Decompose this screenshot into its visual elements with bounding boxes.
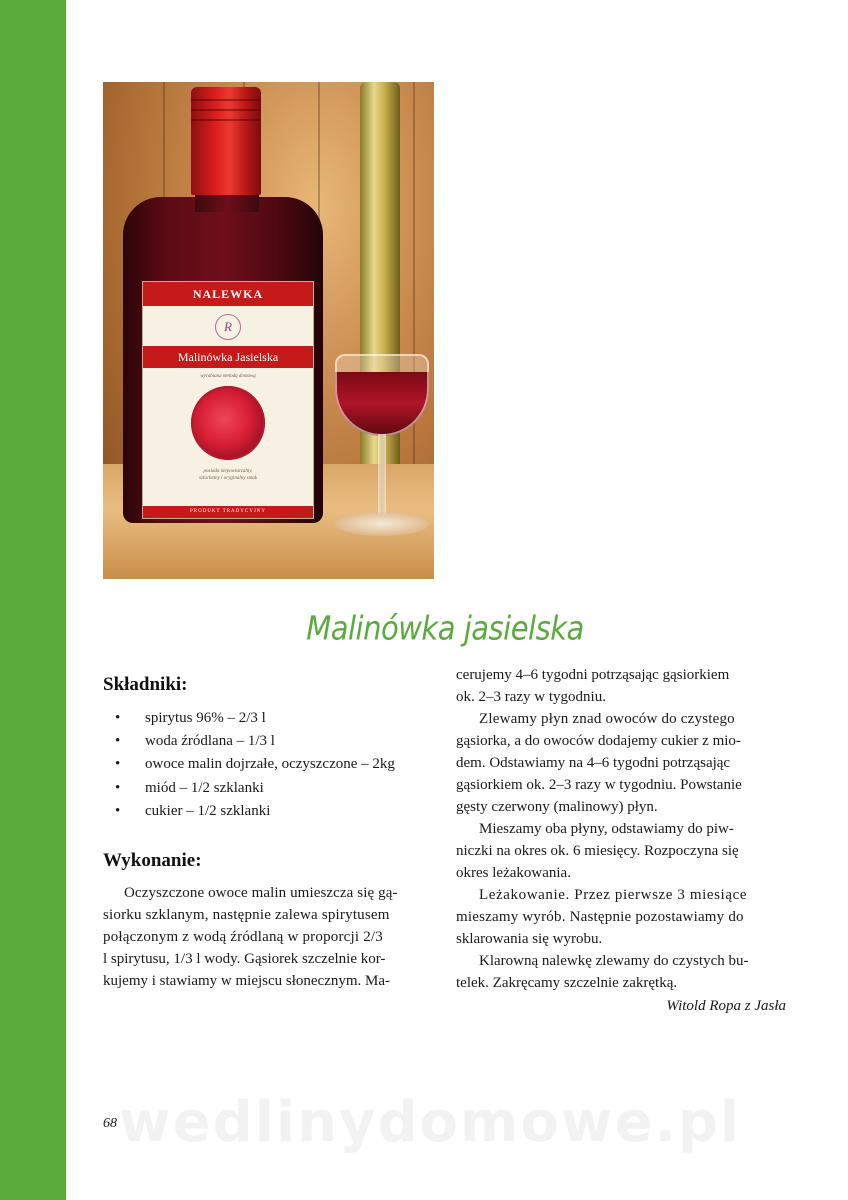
bottle-label (143, 282, 313, 518)
ingredients-list (115, 707, 445, 823)
label-desc-line: posiada niepowtarzalny, (203, 469, 253, 474)
text-line: gęsty czerwony (malinowy) płyn. (456, 799, 658, 815)
list-item: • spirytus 96% – 2/3 l (115, 707, 445, 730)
text-line: połączonym z wodą źródlaną w proporcji 2/3 (103, 929, 383, 945)
list-item: • miód – 1/2 szklanki (115, 777, 445, 800)
page-side-bar (0, 0, 66, 1200)
label-description (143, 468, 313, 482)
text-line: sklarowania się wyrobu. (456, 931, 603, 947)
list-item: • woda źródlana – 1/3 l (115, 730, 445, 753)
bottle-cap (191, 87, 261, 195)
text-line: siorku szklanym, następnie zalewa spirytusem (103, 907, 390, 923)
site-watermark: wedlinydomowe.pl (118, 1090, 742, 1155)
label-method: wyrabiana metodą domową (200, 374, 256, 379)
page-number: 68 (103, 1116, 117, 1131)
text-line: l spirytusu, 1/3 l wody. Gąsiorek szczelnie kor- (103, 951, 386, 967)
recipe-title: Malinówka jasielska (306, 609, 584, 648)
list-item: • cukier – 1/2 szklanki (115, 800, 445, 823)
bullet-icon: • (115, 733, 121, 750)
method-heading: Wykonanie: (103, 850, 202, 871)
author-signature: Witold Ropa z Jasła (666, 998, 786, 1014)
label-desc-line: szlachetny i oryginalny smak (199, 476, 257, 481)
text-line: Klarowną nalewkę zlewamy do czystych bu- (479, 953, 749, 969)
label-product-name: Malinówka Jasielska (143, 346, 313, 368)
label-brand: NALEWKA (143, 282, 313, 306)
text-line: okres leżakowania. (456, 865, 571, 881)
text-line: gąsiorka, a do owoców dodajemy cukier z mio- (456, 733, 741, 749)
list-item: • owoce malin dojrzałe, oczyszczone – 2kg (115, 753, 445, 776)
text-line: kujemy i stawiamy w miejscu słonecznym. Ma- (103, 973, 391, 989)
text-line: mieszamy wyrób. Następnie pozostawiamy do (456, 909, 744, 925)
label-monogram: R (215, 314, 241, 340)
liqueur-photo (103, 82, 434, 579)
wine-glass-foot (335, 512, 429, 536)
bullet-icon: • (115, 779, 121, 796)
text-line: cerujemy 4–6 tygodni potrząsając gąsiorkiem (456, 667, 730, 683)
text-line: Mieszamy oba płyny, odstawiamy do piw- (479, 821, 734, 837)
text-line: niczki na okres ok. 6 miesięcy. Rozpoczyna się (456, 843, 739, 859)
label-bottom-text: PRODUKT TRADYCYJNY (143, 506, 313, 518)
text-line: Zlewamy płyn znad owoców do czystego (479, 711, 735, 727)
wine-glass-stem (378, 434, 386, 514)
raspberry-image (191, 386, 265, 460)
text-line: gąsiorkiem ok. 2–3 razy w tygodniu. Powstanie (456, 777, 742, 793)
text-line: Oczyszczone owoce malin umieszcza się gą- (124, 885, 398, 901)
text-line: ok. 2–3 razy w tygodniu. (456, 689, 606, 705)
text-line: Leżakowanie. Przez pierwsze 3 miesiące (479, 887, 748, 903)
barrel-stave (413, 82, 415, 502)
bullet-icon: • (115, 756, 121, 773)
text-line: telek. Zakręcamy szczelnie zakrętką. (456, 975, 678, 991)
bullet-icon: • (115, 802, 121, 819)
text-line: dem. Odstawiamy na 4–6 tygodni potrząsając (456, 755, 731, 771)
ingredients-heading: Składniki: (103, 674, 188, 695)
bullet-icon: • (115, 710, 121, 726)
